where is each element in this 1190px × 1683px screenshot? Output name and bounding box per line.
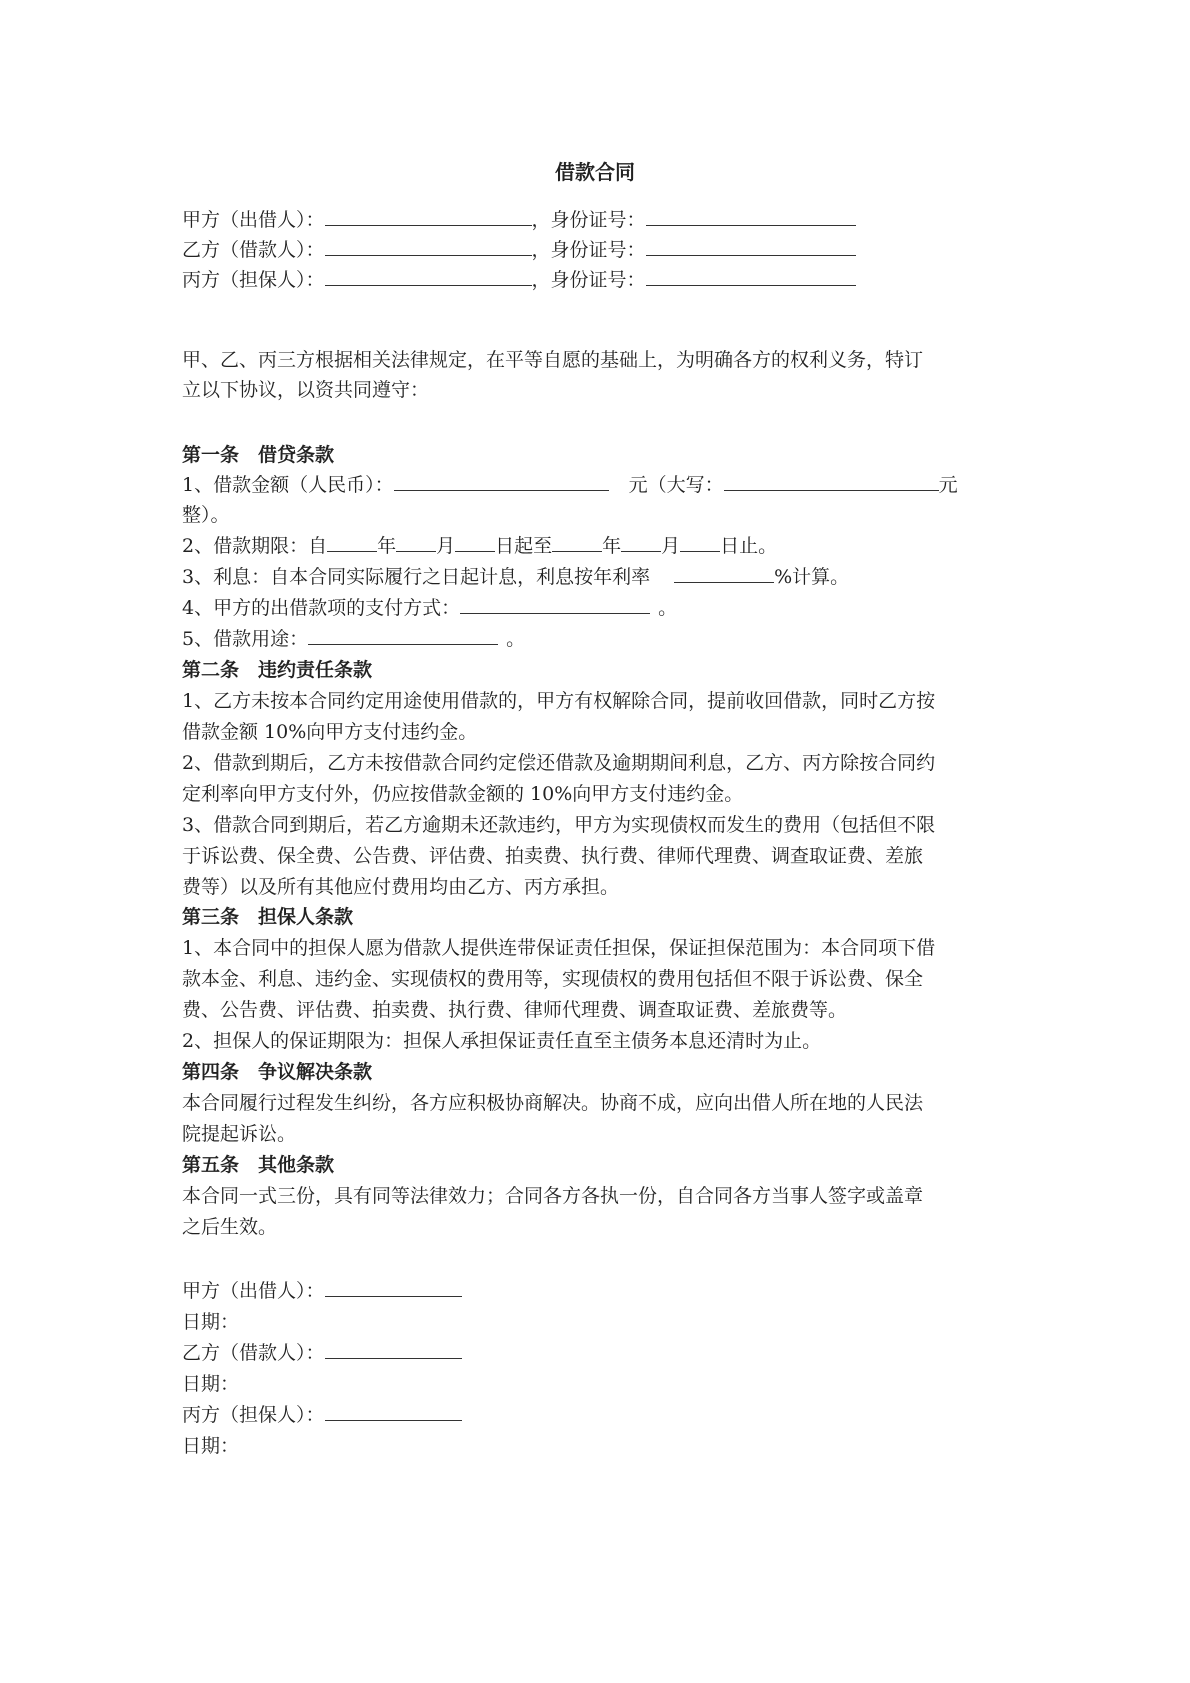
preamble-line: 立以下协议，以资共同遵守： <box>182 379 430 401</box>
payment-method-line: 4、甲方的出借款项的支付方式： 。 <box>182 593 677 623</box>
loan-term-line: 2、借款期限：自 年 月 日起至 年 月 日止。 <box>182 531 777 561</box>
loan-amount-line: 1、借款金额（人民币）： 元（大写： 元 <box>182 470 958 500</box>
article-2-heading: 第二条 违约责任条款 <box>182 659 373 681</box>
amount-words-blank[interactable] <box>724 470 939 491</box>
article-2-line: 定利率向甲方支付外，仍应按借款金额的 10%向甲方支付违约金。 <box>182 783 744 805</box>
interest-rate-blank[interactable] <box>674 562 774 583</box>
signature-date-guarantor: 日期： <box>182 1435 240 1457</box>
article-4-heading: 第四条 争议解决条款 <box>182 1061 373 1083</box>
article-1-heading: 第一条 借贷条款 <box>182 444 335 466</box>
borrower-id-blank[interactable] <box>646 235 856 256</box>
start-year-blank[interactable] <box>327 531 377 552</box>
amount-figures-blank[interactable] <box>394 470 609 491</box>
article-3-line: 费、公告费、评估费、拍卖费、执行费、律师代理费、调查取证费、差旅费等。 <box>182 999 848 1021</box>
borrower-name-blank[interactable] <box>325 235 532 256</box>
article-2-line: 费等）以及所有其他应付费用均由乙方、丙方承担。 <box>182 876 620 898</box>
lender-id-blank[interactable] <box>646 205 856 226</box>
party-line-borrower: 乙方（借款人）： ，身份证号： <box>182 235 856 265</box>
end-day-blank[interactable] <box>680 531 720 552</box>
article-2-line: 1、乙方未按本合同约定用途使用借款的，甲方有权解除合同，提前收回借款，同时乙方按 <box>182 690 936 712</box>
article-4-line: 本合同履行过程发生纠纷，各方应积极协商解决。协商不成，应向出借人所在地的人民法 <box>182 1092 924 1114</box>
article-4-line: 院提起诉讼。 <box>182 1123 297 1145</box>
guarantor-name-blank[interactable] <box>325 265 532 286</box>
guarantor-id-blank[interactable] <box>646 265 856 286</box>
interest-line: 3、利息：自本合同实际履行之日起计息，利息按年利率 %计算。 <box>182 562 849 592</box>
article-2-line: 于诉讼费、保全费、公告费、评估费、拍卖费、执行费、律师代理费、调查取证费、差旅 <box>182 845 924 867</box>
signature-date-borrower: 日期： <box>182 1373 240 1395</box>
article-2-line: 2、借款到期后，乙方未按借款合同约定偿还借款及逾期期间利息，乙方、丙方除按合同约 <box>182 752 936 774</box>
lender-name-blank[interactable] <box>325 205 532 226</box>
loan-purpose-blank[interactable] <box>308 624 498 645</box>
payment-method-blank[interactable] <box>460 593 650 614</box>
signature-borrower: 乙方（借款人）： <box>182 1338 462 1368</box>
signature-lender: 甲方（出借人）： <box>182 1276 462 1306</box>
article-5-line: 本合同一式三份，具有同等法律效力；合同各方各执一份，自合同各方当事人签字或盖章 <box>182 1185 924 1207</box>
end-month-blank[interactable] <box>621 531 661 552</box>
document-title: 借款合同 <box>555 160 635 184</box>
party-line-lender: 甲方（出借人）： ，身份证号： <box>182 205 856 235</box>
lender-signature-blank[interactable] <box>325 1276 462 1297</box>
party-line-guarantor: 丙方（担保人）： ，身份证号： <box>182 265 856 295</box>
signature-date-lender: 日期： <box>182 1311 240 1333</box>
borrower-signature-blank[interactable] <box>325 1338 462 1359</box>
preamble-line: 甲、乙、丙三方根据相关法律规定，在平等自愿的基础上，为明确各方的权利义务，特订 <box>182 349 924 371</box>
loan-amount-line-cont: 整）。 <box>182 504 230 526</box>
start-month-blank[interactable] <box>396 531 436 552</box>
signature-guarantor: 丙方（担保人）： <box>182 1400 462 1430</box>
article-3-line: 2、担保人的保证期限为：担保人承担保证责任直至主债务本息还清时为止。 <box>182 1030 822 1052</box>
article-5-line: 之后生效。 <box>182 1216 278 1238</box>
end-year-blank[interactable] <box>552 531 602 552</box>
guarantor-signature-blank[interactable] <box>325 1400 462 1421</box>
article-3-line: 款本金、利息、违约金、实现债权的费用等，实现债权的费用包括但不限于诉讼费、保全 <box>182 968 924 990</box>
article-2-line: 3、借款合同到期后，若乙方逾期未还款违约，甲方为实现债权而发生的费用（包括但不限 <box>182 814 936 836</box>
article-5-heading: 第五条 其他条款 <box>182 1154 335 1176</box>
article-3-heading: 第三条 担保人条款 <box>182 906 354 928</box>
article-2-line: 借款金额 10%向甲方支付违约金。 <box>182 721 478 743</box>
article-3-line: 1、本合同中的担保人愿为借款人提供连带保证责任担保，保证担保范围为：本合同项下借 <box>182 937 936 959</box>
loan-purpose-line: 5、借款用途： 。 <box>182 624 525 654</box>
start-day-blank[interactable] <box>455 531 495 552</box>
